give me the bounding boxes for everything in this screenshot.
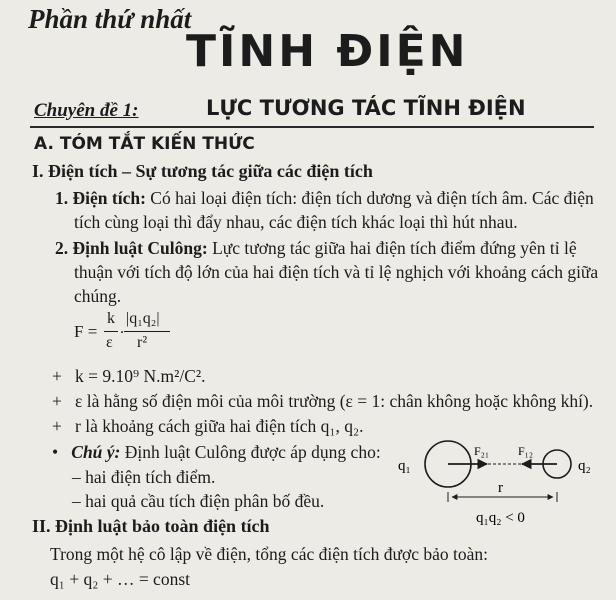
item-2-line-1 (55, 236, 577, 260)
item-2-line-2: thuận với tích độ lớn của hai điện tích và tỉ lệ nghịch với khoảng cách giữa (74, 262, 599, 282)
section-2-line-2: q₁ + q₂ + … = const (50, 569, 190, 589)
note-sub-1: – hai điện tích điểm. (72, 467, 216, 487)
chapter-title: TĨNH ĐIỆN (186, 26, 469, 77)
formula-eps: ε (106, 334, 113, 351)
formula-lhs: F = (74, 322, 98, 341)
note-text: Định luật Culông được áp dụng cho: (124, 442, 381, 462)
note-sub-2: – hai quả cầu tích điện phân bố đều. (72, 491, 325, 511)
label-f21: F₂₁ (474, 444, 490, 458)
heading-rule (30, 126, 594, 128)
section-2-line-1: Trong một hệ cô lập về điện, tổng các điện tích được bảo toàn: (50, 544, 488, 564)
item-1-number: 1. (55, 188, 69, 208)
part-heading: Phần thứ nhất (28, 4, 192, 34)
label-f12: F₁₂ (518, 444, 534, 458)
label-r: r (498, 480, 503, 496)
plus-marker: + (52, 366, 62, 386)
formula-numerator: |q₁q₂| (126, 310, 160, 327)
formula-denominator: r² (137, 334, 148, 351)
formula-bar-1 (104, 331, 118, 332)
item-1-line-1 (55, 186, 594, 210)
label-condition: q₁q₂ < 0 (476, 510, 525, 526)
formula-dot: . (120, 320, 124, 337)
section-2-title: II. Định luật bảo toàn điện tích (32, 516, 270, 536)
item-2-number: 2. (55, 238, 69, 258)
item-2-line-3: chúng. (74, 286, 122, 306)
coulomb-force-diagram (396, 440, 608, 532)
item-1-term: Điện tích: (72, 188, 146, 208)
bullet-r: + r là khoảng cách giữa hai điện tích q₁, q₂. (52, 416, 364, 436)
bullet-epsilon: + ε là hằng số điện môi của môi trường (ε = 1: chân không hoặc không khí). (52, 391, 594, 411)
formula-bar-2 (124, 331, 170, 332)
note-term: Chú ý: (71, 442, 121, 462)
label-q2: q₂ (578, 458, 591, 474)
formula-k: k (107, 310, 115, 327)
section-a-title: A. TÓM TẮT KIẾN THỨC (34, 134, 255, 154)
section-1-title: I. Điện tích – Sự tương tác giữa các điện tích (32, 161, 373, 181)
bullet-k: + k = 9.10⁹ N.m²/C². (52, 366, 206, 386)
item-1-line-2: tích cùng loại thì đẩy nhau, các điện tích khác loại thì hút nhau. (74, 212, 518, 232)
dot-marker: • (52, 442, 59, 462)
note-line (52, 440, 381, 464)
topic-label: Chuyên đề 1: (34, 100, 139, 121)
topic-title: LỰC TƯƠNG TÁC TĨNH ĐIỆN (206, 96, 526, 120)
item-1-text: Có hai loại điện tích: điện tích dương và điện tích âm. Các điện (150, 188, 594, 208)
plus-marker: + (52, 391, 62, 411)
item-2-text: Lực tương tác giữa hai điện tích điểm đứng yên tỉ lệ (212, 238, 577, 258)
item-2-term: Định luật Culông: (72, 238, 208, 258)
plus-marker: + (52, 416, 62, 436)
label-q1: q₁ (398, 458, 411, 474)
